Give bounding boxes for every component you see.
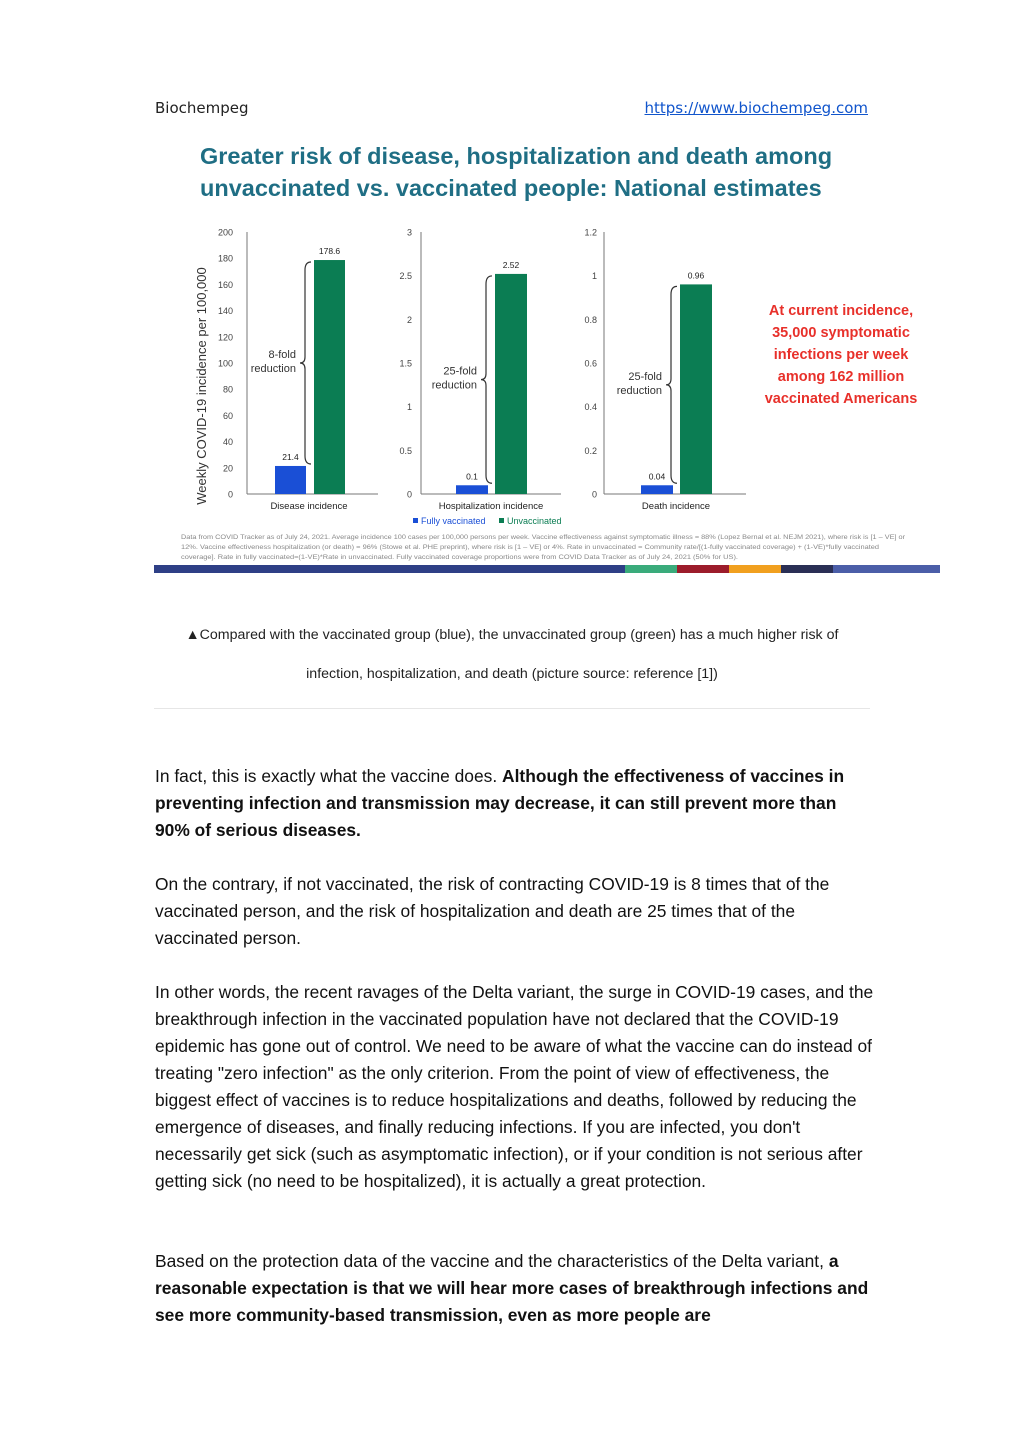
y-tick-label: 1.5: [399, 358, 412, 369]
legend-swatch-vaccinated: [413, 518, 418, 523]
y-tick-label: 1: [591, 271, 597, 282]
bar-vaccinated: [275, 466, 306, 494]
site-name: Biochempeg: [155, 99, 249, 117]
y-tick-label: 180: [217, 253, 233, 264]
bar-vaccinated: [456, 485, 488, 494]
callout-line-2: 35,000 symptomatic: [772, 325, 910, 341]
y-tick-label: 200: [217, 227, 233, 238]
annotation-fold: 25-fold: [443, 365, 477, 378]
divider: [154, 708, 870, 709]
y-tick-label: 0: [406, 489, 412, 500]
y-tick-label: 3: [406, 227, 412, 238]
data-label: 0.04: [648, 471, 666, 482]
stripe-segment: [625, 565, 677, 573]
footnote-line-3: coverage]. Rate in fully vaccinated=(1-VE)*Rate in unvaccinated. Fully vaccinated coverage proportions were from COVID Data Tracker as of July 24, 2021 (50% for US).: [181, 555, 739, 561]
paragraph-4-bold: a reasonable expectation is that we will hear more cases of breakthrough infections and see more community-based transmission, even as more people are: [155, 1251, 869, 1325]
figure-caption-line1: ▲Compared with the vaccinated group (blue), the unvaccinated group (green) has a much higher risk of: [185, 627, 839, 643]
y-tick-label: 1.2: [584, 227, 597, 238]
data-label: 0.96: [687, 270, 705, 281]
annotation-reduction: reduction: [431, 379, 477, 392]
y-tick-label: 160: [217, 279, 233, 290]
y-tick-label: 60: [222, 410, 233, 421]
figure-title-line2: unvaccinated vs. vaccinated people: National estimates: [200, 175, 822, 201]
chart-svg: [154, 133, 940, 574]
y-tick-label: 100: [217, 358, 233, 369]
callout-line-1: At current incidence,: [768, 303, 914, 319]
paragraph-4-text: Based on the protection data of the vaccine and the characteristics of the Delta variant,: [155, 1251, 829, 1271]
stripe-segment: [833, 565, 940, 573]
stripe-segment: [677, 565, 729, 573]
data-label: 21.4: [282, 451, 299, 462]
paragraph-2: On the contrary, if not vaccinated, the risk of contracting COVID-19 is 8 times that of the vaccinated person, and the risk of hospitalization and death are 25 times that of the vaccinated person.: [155, 874, 830, 948]
y-tick-label: 80: [222, 384, 233, 395]
y-tick-label: 120: [217, 332, 233, 343]
annotation-fold: 8-fold: [268, 349, 296, 361]
color-stripe: [154, 565, 940, 573]
callout: [765, 303, 918, 407]
bar-vaccinated: [641, 485, 673, 494]
y-tick-label: 0.8: [584, 314, 597, 325]
bar-unvaccinated: [680, 284, 712, 494]
data-label: 178.6: [318, 246, 341, 257]
callout-line-5: vaccinated Americans: [764, 391, 918, 407]
callout-line-3: infections per week: [773, 347, 909, 363]
x-category-label: Disease incidence: [270, 501, 348, 512]
brace: [666, 286, 677, 483]
callout-line-4: among 162 million: [777, 369, 905, 385]
stripe-segment: [781, 565, 833, 573]
y-tick-label: 1: [406, 402, 412, 413]
y-tick-label: 0.6: [584, 358, 597, 369]
annotation-fold: 25-fold: [628, 370, 662, 383]
footnote: [181, 535, 905, 561]
site-url-link[interactable]: https://www.biochempeg.com: [644, 99, 868, 117]
bar-unvaccinated: [314, 260, 345, 494]
footnote-line-2: 12%. Vaccine effectiveness hospitalization (or death) = 96% (Stowe et al. PHE preprint), where risk is [1 – VE] or 4%. Rate in unvaccinated = Community rate/[(1-fully vaccinated coverage) + (1-VE)*fully vaccinated: [181, 545, 879, 551]
paragraph-3: In other words, the recent ravages of the Delta variant, the surge in COVID-19 cases, and the breakthrough infection in the vaccinated population have not declared that the COVID-19 epidemic has gone out of control. We need to be aware of what the vaccine can do instead of treating "zero infection" as the only criterion. From the point of view of effectiveness, the biggest effect of vaccines is to reduce hospitalizations and deaths, followed by reducing the emergence of diseases, and finally reducing infections. If you are infected, you don't necessarily get sick (such as asymptomatic infection), or if your condition is not serious after getting sick (no need to be hospitalized), it is actually a great protection.: [155, 982, 874, 1191]
figure-caption-line2: infection, hospitalization, and death (picture source: reference [1]): [306, 666, 718, 682]
stripe-segment: [390, 565, 625, 573]
stripe-segment: [154, 565, 390, 573]
legend: [413, 516, 562, 526]
chart-panel-1: [218, 228, 378, 513]
y-tick-label: 140: [217, 306, 233, 317]
annotation-reduction: reduction: [616, 384, 662, 397]
y-tick-label: 0: [591, 489, 597, 500]
y-tick-label: 0: [227, 489, 233, 500]
legend-swatch-unvaccinated: [499, 518, 504, 523]
brace: [300, 262, 311, 464]
chart-panel-2: [399, 228, 561, 513]
paragraph-1-bold: Although the effectiveness of vaccines in preventing infection and transmission may decrease, it can still prevent more than 90% of serious diseases.: [155, 766, 845, 840]
y-tick-label: 0.2: [584, 445, 597, 456]
legend-label-unvaccinated: Unvaccinated: [507, 516, 562, 526]
footnote-line-1: Data from COVID Tracker as of July 24, 2021. Average incidence 100 cases per 100,000 persons per week. Vaccine effectiveness against symptomatic illness = 88% (Lopez Bernal et al. NEJM 2021), where risk is [1 – VE] or: [181, 535, 905, 541]
x-category-label: Hospitalization incidence: [438, 501, 544, 512]
y-tick-label: 20: [222, 463, 233, 474]
chart-panel-3: [584, 228, 746, 513]
y-tick-label: 0.5: [399, 445, 412, 456]
legend-label-vaccinated: Fully vaccinated: [421, 516, 486, 526]
paragraph-1: [155, 763, 875, 844]
brace: [481, 276, 492, 483]
y-axis-title: Weekly COVID-19 incidence per 100,000: [194, 267, 209, 505]
x-category-label: Death incidence: [641, 501, 711, 512]
vaccine-risk-figure: [154, 133, 940, 574]
stripe-segment: [729, 565, 781, 573]
paragraph-4: [155, 1248, 875, 1329]
y-tick-label: 40: [222, 437, 233, 448]
bar-unvaccinated: [495, 274, 527, 494]
paragraph-1-text: In fact, this is exactly what the vaccine does.: [155, 766, 503, 786]
y-tick-label: 2: [406, 314, 412, 325]
y-tick-label: 0.4: [584, 402, 597, 413]
data-label: 2.52: [502, 259, 520, 270]
figure-title-line1: Greater risk of disease, hospitalization and death among: [200, 143, 833, 169]
annotation-reduction: reduction: [250, 363, 296, 375]
data-label: 0.1: [466, 471, 478, 482]
y-tick-label: 2.5: [399, 271, 412, 282]
